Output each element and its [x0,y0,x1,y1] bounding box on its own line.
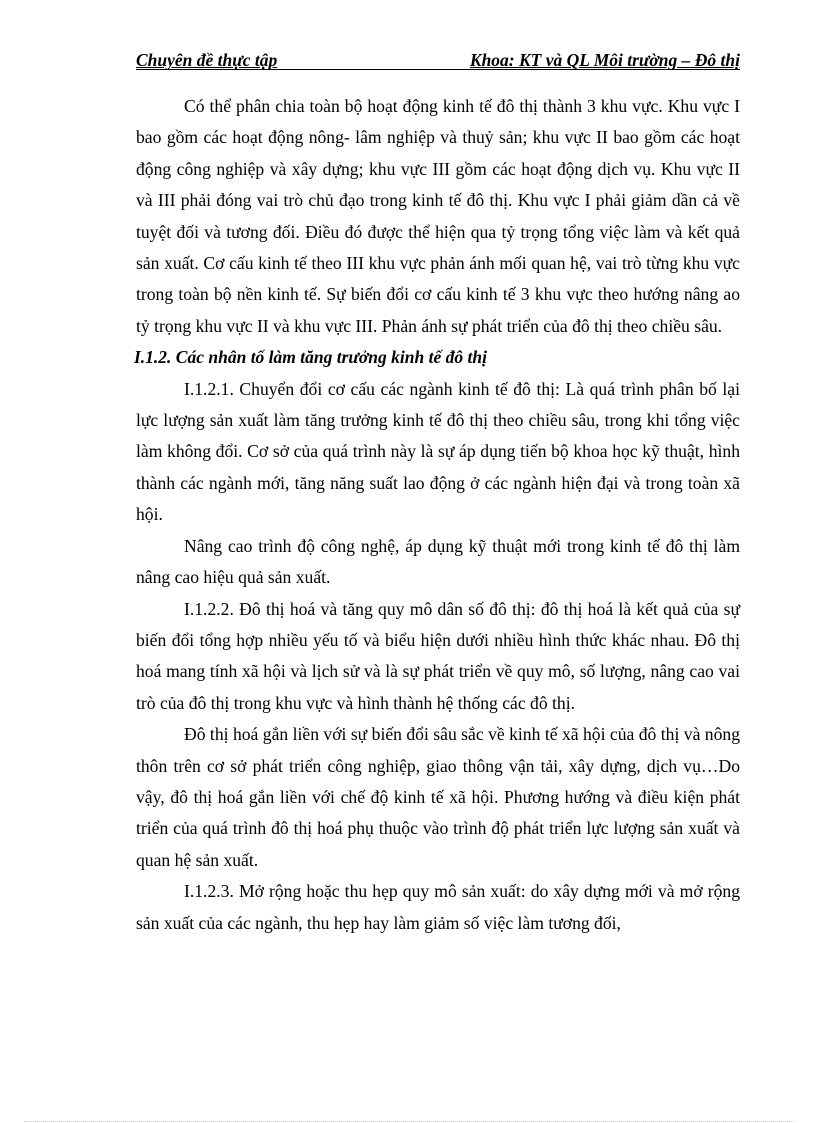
document-body [136,91,740,939]
paragraph-urbanization-socioeconomic: Đô thị hoá gắn liền với sự biến đổi sâu sắc về kinh tế xã hội của đô thị và nông thôn trên cơ sở phát triển công nghiệp, giao thông vận tải, xây dựng, dịch vụ…Do vậy, đô thị hoá gắn liền với chế độ kinh tế xã hội. Phương hướng và điều kiện phát triển của quá trình đô thị hoá phụ thuộc vào trình độ phát triển lực lượng sản xuất và quan hệ sản xuất. [136,724,740,870]
paragraph-structural-change: I.1.2.1. Chuyển đổi cơ cấu các ngành kinh tế đô thị: Là quá trình phân bố lại lực lượng sản xuất làm tăng trưởng kinh tế đô thị theo chiều sâu, trong khi tổng việc làm không đổi. Cơ sở của quá trình này là sự áp dụng tiến bộ khoa học kỹ thuật, hình thành các ngành mới, tăng năng suất lao động ở các ngành hiện đại và trong toàn xã hội. [136,378,740,525]
header-rule [136,69,740,70]
page-header [136,48,740,72]
section-heading: I.1.2. Các nhân tố làm tăng trưởng kinh tế đô thị [134,347,487,368]
header-department: Khoa: KT và QL Môi trường – Đô thị [469,50,740,70]
header-document-type: Chuyên đề thực tập [136,50,278,70]
paragraph-urbanization: I.1.2.2. Đô thị hoá và tăng quy mô dân số đô thị: đô thị hoá là kết quả của sự biến đổi tổng hợp nhiều yếu tố và biểu hiện dưới nhiều hình thức khác nhau. Đô thị hoá mang tính xã hội và lịch sử và là sự phát triển về quy mô, số lượng, nâng cao vai trò của đô thị trong khu vực và hình thành hệ thống các đô thị. [136,598,740,713]
paragraph-production-scale: I.1.2.3. Mở rộng hoặc thu hẹp quy mô sản xuất: do xây dựng mới và mở rộng sản xuất của các ngành, thu hẹp hay làm giảm số việc làm tương đối, [136,881,740,933]
page-bottom-edge [24,1121,794,1122]
paragraph-technology: Nâng cao trình độ công nghệ, áp dụng kỹ thuật mới trong kinh tế đô thị làm nâng cao hiệu quả sản xuất. [136,535,740,588]
paragraph-economic-sectors: Có thể phân chia toàn bộ hoạt động kinh tế đô thị thành 3 khu vực. Khu vực I bao gồm các hoạt động nông- lâm nghiệp và thuỷ sản; khu vực II bao gồm các hoạt động công nghiệp và xây dựng; khu vực III gồm các hoạt động dịch vụ. Khu vực II và III phải đóng vai trò chủ đạo trong kinh tế đô thị. Khu vực I phải giảm dần cả về tuyệt đối và tương đối. Điều đó được thể hiện qua tỷ trọng tổng việc làm và kết quả sản xuất. Cơ cấu kinh tế theo III khu vực phản ánh mối quan hệ, vai trò từng khu vực trong toàn bộ nền kinh tế. Sự biến đổi cơ cấu kinh tế 3 khu vực theo hướng nâng ao tỷ trọng khu vực II và khu vực III. Phản ánh sự phát triển của đô thị theo chiều sâu. [136,96,740,336]
